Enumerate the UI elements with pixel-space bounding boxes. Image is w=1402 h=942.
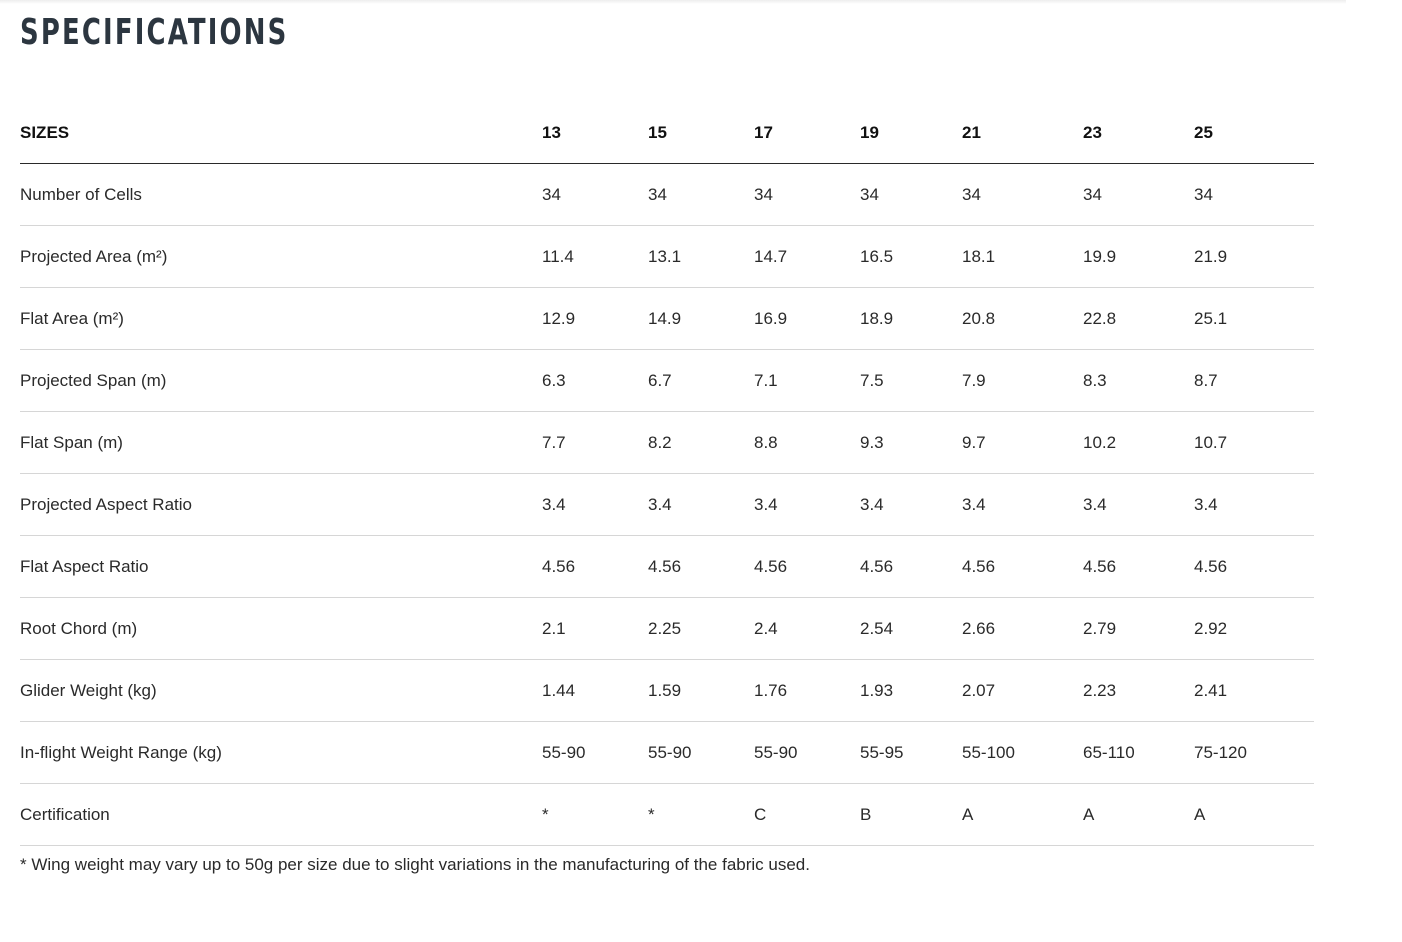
table-row xyxy=(20,474,1314,536)
table-cell: 3.4 xyxy=(1194,474,1314,536)
table-cell: 2.25 xyxy=(648,598,754,660)
top-shadow-divider xyxy=(0,0,1346,4)
table-cell: 20.8 xyxy=(962,288,1083,350)
row-label: Projected Span (m) xyxy=(20,350,542,412)
table-cell: 18.9 xyxy=(860,288,962,350)
table-cell: 2.66 xyxy=(962,598,1083,660)
table-cell: 6.7 xyxy=(648,350,754,412)
table-cell: 14.9 xyxy=(648,288,754,350)
table-cell: 11.4 xyxy=(542,226,648,288)
table-cell: 34 xyxy=(1083,164,1194,226)
table-cell: 10.7 xyxy=(1194,412,1314,474)
table-header-row xyxy=(20,102,1314,164)
table-cell: 34 xyxy=(962,164,1083,226)
table-cell: 9.7 xyxy=(962,412,1083,474)
header-size: 17 xyxy=(754,102,860,164)
specifications-table xyxy=(20,102,1314,846)
table-row xyxy=(20,536,1314,598)
table-cell: * xyxy=(542,784,648,846)
table-cell: 12.9 xyxy=(542,288,648,350)
table-row xyxy=(20,164,1314,226)
row-label: Projected Area (m²) xyxy=(20,226,542,288)
table-cell: 7.9 xyxy=(962,350,1083,412)
table-cell: 2.54 xyxy=(860,598,962,660)
table-cell: 1.93 xyxy=(860,660,962,722)
table-cell: 34 xyxy=(860,164,962,226)
table-cell: 25.1 xyxy=(1194,288,1314,350)
table-cell: 34 xyxy=(648,164,754,226)
row-label: Glider Weight (kg) xyxy=(20,660,542,722)
table-cell: 18.1 xyxy=(962,226,1083,288)
header-size: 23 xyxy=(1083,102,1194,164)
table-cell: 2.41 xyxy=(1194,660,1314,722)
table-cell: 6.3 xyxy=(542,350,648,412)
table-cell: 3.4 xyxy=(860,474,962,536)
header-size: 15 xyxy=(648,102,754,164)
table-cell: 4.56 xyxy=(754,536,860,598)
header-size: 19 xyxy=(860,102,962,164)
table-cell: 2.07 xyxy=(962,660,1083,722)
table-row xyxy=(20,226,1314,288)
footnote: * Wing weight may vary up to 50g per size due to slight variations in the manufacturing of the fabric used. xyxy=(20,855,810,874)
row-label: Certification xyxy=(20,784,542,846)
header-size: 25 xyxy=(1194,102,1314,164)
table-cell: 13.1 xyxy=(648,226,754,288)
table-row xyxy=(20,660,1314,722)
table-cell: 2.23 xyxy=(1083,660,1194,722)
table-cell: 14.7 xyxy=(754,226,860,288)
table-cell: 16.9 xyxy=(754,288,860,350)
table-cell: 2.92 xyxy=(1194,598,1314,660)
table-row xyxy=(20,412,1314,474)
table-cell: 7.5 xyxy=(860,350,962,412)
header-size: 13 xyxy=(542,102,648,164)
table-cell: 22.8 xyxy=(1083,288,1194,350)
table-cell: 55-90 xyxy=(754,722,860,784)
table-cell: * xyxy=(648,784,754,846)
row-label: Flat Aspect Ratio xyxy=(20,536,542,598)
table-cell: 55-100 xyxy=(962,722,1083,784)
table-row xyxy=(20,784,1314,846)
table-cell: 3.4 xyxy=(754,474,860,536)
table-cell: 34 xyxy=(542,164,648,226)
header-size: 21 xyxy=(962,102,1083,164)
table-cell: 8.2 xyxy=(648,412,754,474)
row-label: In-flight Weight Range (kg) xyxy=(20,722,542,784)
table-cell: 3.4 xyxy=(542,474,648,536)
table-cell: 4.56 xyxy=(1194,536,1314,598)
table-cell: 55-90 xyxy=(648,722,754,784)
table-cell: 34 xyxy=(1194,164,1314,226)
table-cell: 55-90 xyxy=(542,722,648,784)
table-cell: 4.56 xyxy=(542,536,648,598)
table-cell: 9.3 xyxy=(860,412,962,474)
table-cell: 4.56 xyxy=(962,536,1083,598)
table-cell: C xyxy=(754,784,860,846)
table-row xyxy=(20,722,1314,784)
table-row xyxy=(20,288,1314,350)
table-cell: 10.2 xyxy=(1083,412,1194,474)
header-sizes-label: SIZES xyxy=(20,102,542,164)
table-cell: A xyxy=(962,784,1083,846)
row-label: Root Chord (m) xyxy=(20,598,542,660)
table-cell: 34 xyxy=(754,164,860,226)
table-cell: 16.5 xyxy=(860,226,962,288)
table-cell: 8.8 xyxy=(754,412,860,474)
table-cell: 3.4 xyxy=(648,474,754,536)
row-label: Flat Span (m) xyxy=(20,412,542,474)
row-label: Number of Cells xyxy=(20,164,542,226)
table-cell: 75-120 xyxy=(1194,722,1314,784)
table-cell: B xyxy=(860,784,962,846)
table-cell: 4.56 xyxy=(860,536,962,598)
table-cell: 21.9 xyxy=(1194,226,1314,288)
table-cell: A xyxy=(1194,784,1314,846)
row-label: Projected Aspect Ratio xyxy=(20,474,542,536)
table-cell: 7.7 xyxy=(542,412,648,474)
table-cell: 55-95 xyxy=(860,722,962,784)
table-cell: 1.76 xyxy=(754,660,860,722)
table-cell: 4.56 xyxy=(1083,536,1194,598)
table-cell: 4.56 xyxy=(648,536,754,598)
page-title: SPECIFICATIONS xyxy=(20,12,289,53)
table-cell: 1.44 xyxy=(542,660,648,722)
table-row xyxy=(20,350,1314,412)
table-cell: 1.59 xyxy=(648,660,754,722)
table-cell: 3.4 xyxy=(962,474,1083,536)
table-cell: 7.1 xyxy=(754,350,860,412)
table-cell: 2.4 xyxy=(754,598,860,660)
row-label: Flat Area (m²) xyxy=(20,288,542,350)
table-cell: 8.7 xyxy=(1194,350,1314,412)
table-cell: 3.4 xyxy=(1083,474,1194,536)
table-cell: 2.79 xyxy=(1083,598,1194,660)
table-row xyxy=(20,598,1314,660)
table-cell: A xyxy=(1083,784,1194,846)
table-cell: 2.1 xyxy=(542,598,648,660)
table-cell: 19.9 xyxy=(1083,226,1194,288)
table-cell: 8.3 xyxy=(1083,350,1194,412)
table-cell: 65-110 xyxy=(1083,722,1194,784)
